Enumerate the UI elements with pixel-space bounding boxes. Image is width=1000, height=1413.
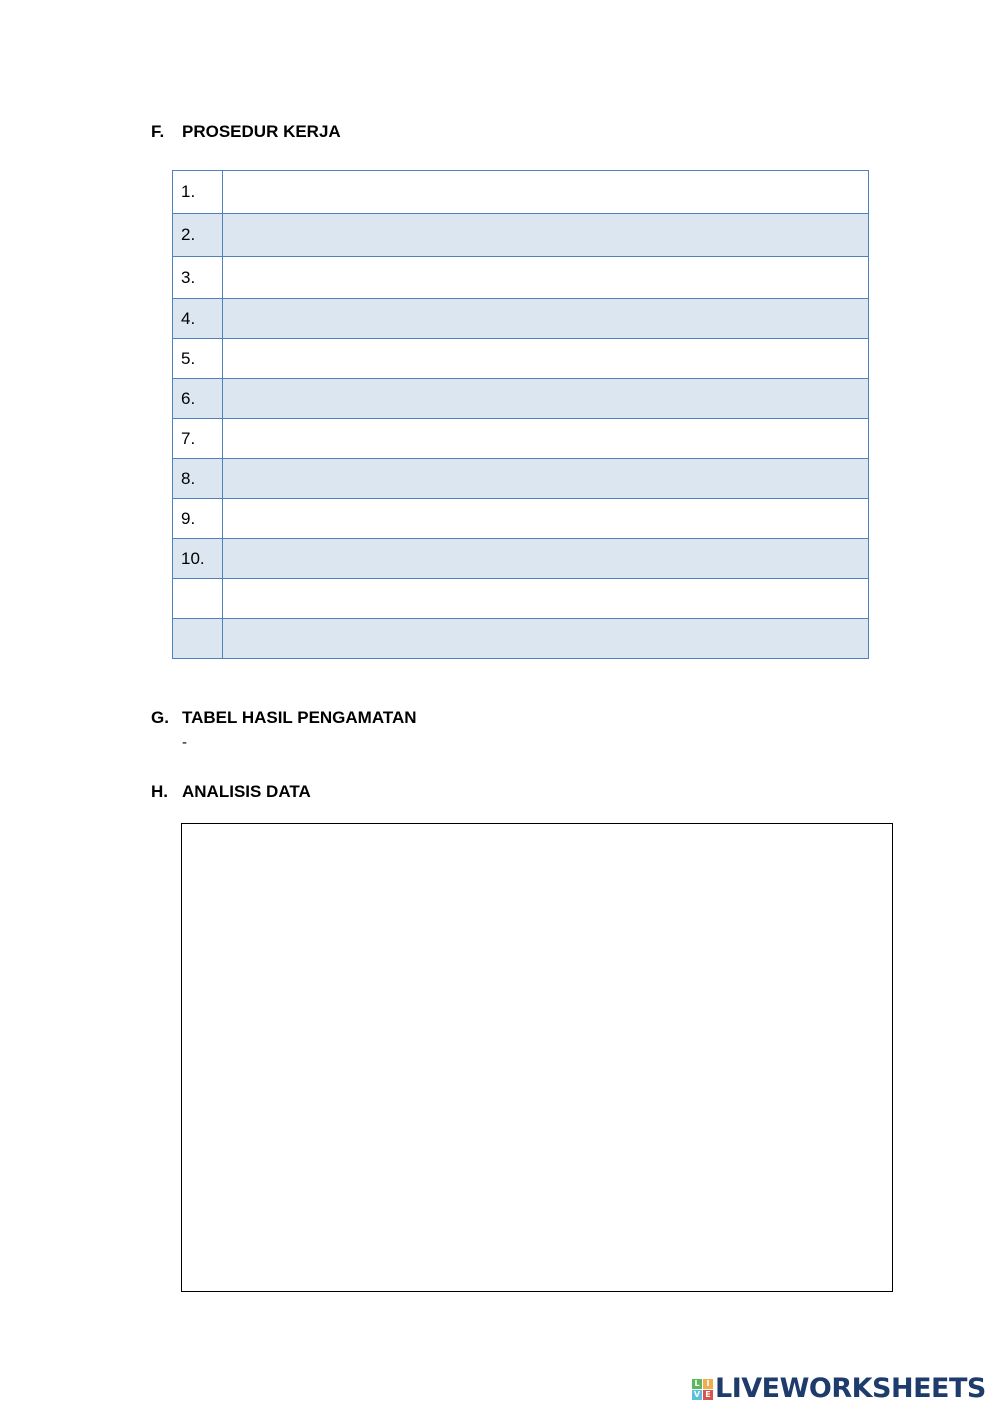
procedure-row	[173, 579, 869, 619]
procedure-step-number: 7.	[173, 419, 223, 459]
procedure-step-number: 8.	[173, 459, 223, 499]
procedure-step-answer-field[interactable]	[223, 214, 869, 257]
procedure-step-answer-field[interactable]	[223, 579, 869, 619]
procedure-step-number: 4.	[173, 299, 223, 339]
logo-mark-letter: I	[703, 1379, 713, 1389]
section-letter: F.	[151, 122, 165, 141]
procedure-row	[173, 419, 869, 459]
logo-mark-letter: E	[703, 1390, 713, 1400]
procedure-table	[172, 170, 869, 659]
procedure-step-number: 2.	[173, 214, 223, 257]
analysis-data-answer-box[interactable]	[181, 823, 893, 1292]
procedure-step-number: 6.	[173, 379, 223, 419]
logo-mark-icon	[692, 1379, 713, 1400]
procedure-step-answer-field[interactable]	[223, 539, 869, 579]
section-letter: G.	[151, 708, 169, 727]
section-heading-g	[151, 708, 417, 728]
procedure-step-answer-field[interactable]	[223, 499, 869, 539]
procedure-step-answer-field[interactable]	[223, 257, 869, 299]
section-letter: H.	[151, 782, 168, 801]
procedure-row	[173, 619, 869, 659]
procedure-row	[173, 171, 869, 214]
procedure-row	[173, 299, 869, 339]
section-heading-h	[151, 782, 311, 802]
observation-table-placeholder: -	[182, 734, 187, 751]
logo-mark-letter: L	[692, 1379, 702, 1389]
logo-mark-letter: V	[693, 1389, 701, 1399]
procedure-row	[173, 499, 869, 539]
procedure-row	[173, 214, 869, 257]
section-title: PROSEDUR KERJA	[182, 122, 341, 141]
procedure-step-number: 10.	[173, 539, 223, 579]
procedure-row	[173, 379, 869, 419]
procedure-step-number: 9.	[173, 499, 223, 539]
procedure-row	[173, 459, 869, 499]
procedure-step-number	[173, 579, 223, 619]
procedure-step-number: 5.	[173, 339, 223, 379]
procedure-step-answer-field[interactable]	[223, 299, 869, 339]
procedure-step-number: 1.	[173, 171, 223, 214]
section-heading-f	[151, 122, 341, 142]
procedure-row	[173, 539, 869, 579]
section-title: TABEL HASIL PENGAMATAN	[182, 708, 417, 727]
procedure-step-number	[173, 619, 223, 659]
procedure-step-answer-field[interactable]	[223, 459, 869, 499]
procedure-step-answer-field[interactable]	[223, 339, 869, 379]
procedure-step-answer-field[interactable]	[223, 419, 869, 459]
procedure-row	[173, 339, 869, 379]
logo-text: LIVEWORKSHEETS	[715, 1373, 986, 1404]
liveworksheets-logo	[692, 1374, 986, 1404]
procedure-step-number: 3.	[173, 257, 223, 299]
section-title: ANALISIS DATA	[182, 782, 311, 801]
procedure-step-answer-field[interactable]	[223, 619, 869, 659]
procedure-step-answer-field[interactable]	[223, 379, 869, 419]
procedure-step-answer-field[interactable]	[223, 171, 869, 214]
procedure-row	[173, 257, 869, 299]
